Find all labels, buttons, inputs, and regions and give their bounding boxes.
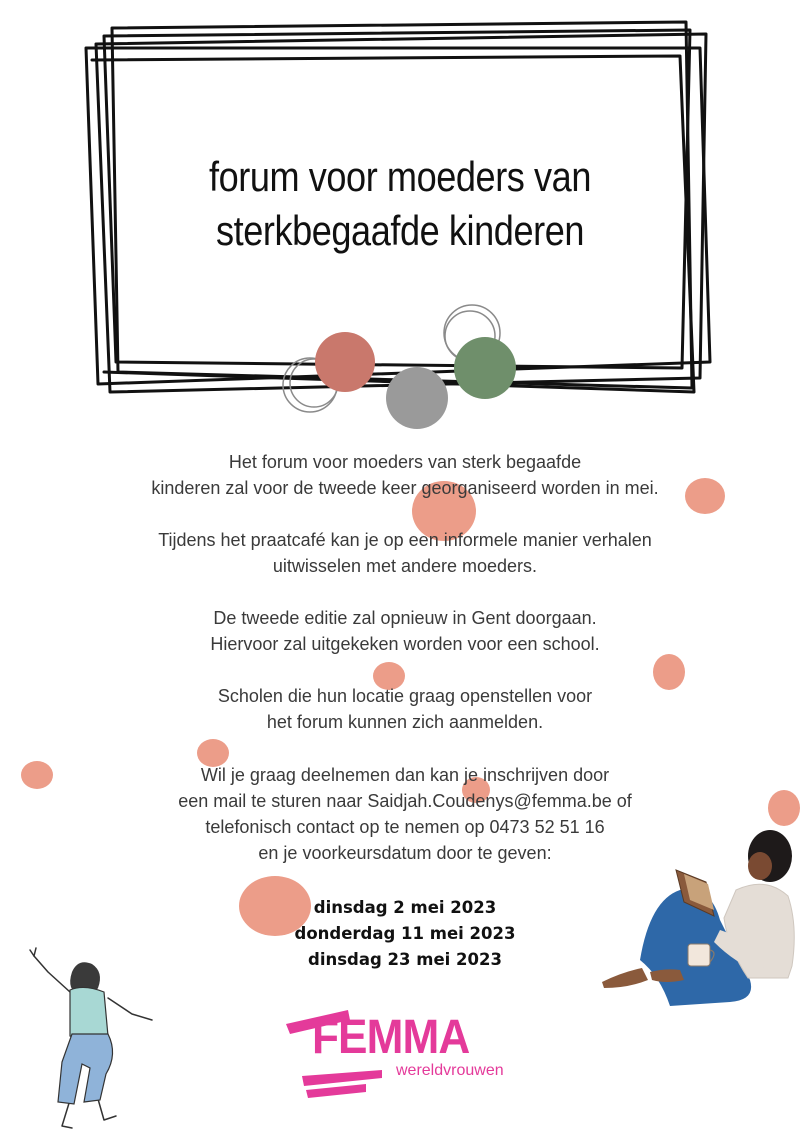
text-line: De tweede editie zal opnieuw in Gent doorgaan. xyxy=(213,608,597,628)
text-line: het forum kunnen zich aanmelden. xyxy=(266,712,544,732)
text-line: telefonisch contact op te nemen op 0473 52 51 16 xyxy=(205,817,605,837)
text-line: uitwisselen met andere moeders. xyxy=(272,556,538,576)
date-item: donderdag 11 mei 2023 xyxy=(294,924,516,943)
date-item: dinsdag 23 mei 2023 xyxy=(308,950,502,969)
text-line: Tijdens het praatcafé kan je op een informele manier verhalen xyxy=(158,530,652,550)
text-line: kinderen zal voor de tweede keer georganiseerd worden in mei. xyxy=(151,478,659,498)
title-line: forum voor moeders van xyxy=(208,153,592,200)
title-line: sterkbegaafde kinderen xyxy=(215,207,585,254)
text-line: Scholen die hun locatie graag openstellen voor xyxy=(217,686,593,706)
text-line: Wil je graag deelnemen dan kan je inschrijven door xyxy=(200,765,610,785)
date-item: dinsdag 2 mei 2023 xyxy=(313,898,497,917)
logo-wordmark: FEMMA xyxy=(312,1011,470,1064)
text-line: en je voorkeursdatum door te geven: xyxy=(258,843,552,863)
text-line: een mail te sturen naar Saidjah.Coudenys@femma.be of xyxy=(178,791,632,811)
text-line: Hiervoor zal uitgekeken worden voor een school. xyxy=(210,634,600,654)
logo-subtitle: wereldvrouwen xyxy=(396,1062,504,1079)
text-line: Het forum voor moeders van sterk begaafde xyxy=(228,452,582,472)
